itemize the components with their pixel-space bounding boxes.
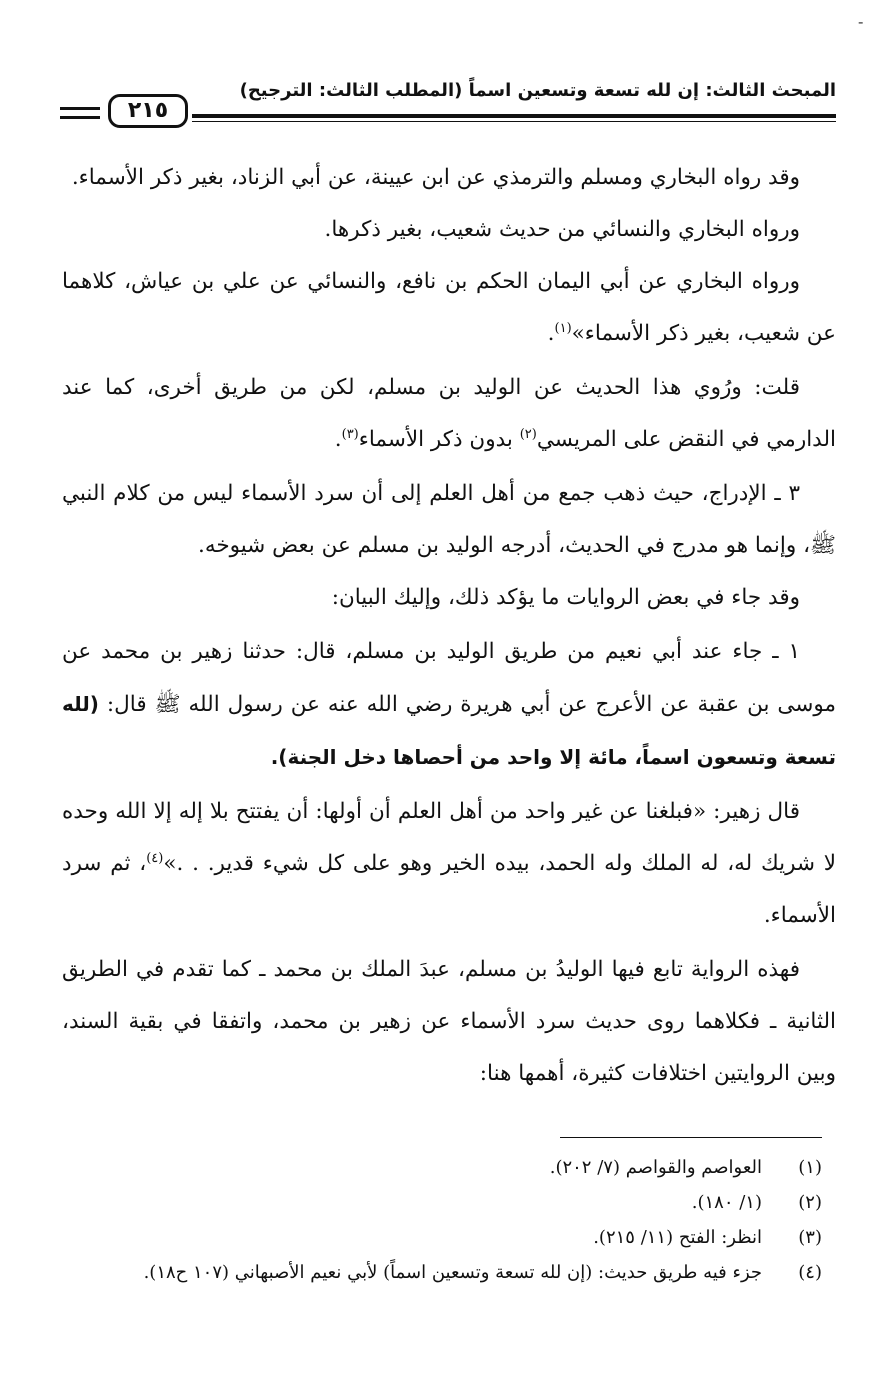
paragraph-5: ٣ ـ الإدراج، حيث ذهب جمع من أهل العلم إلى أن سرد الأسماء ليس من كلام النبي ﷺ، وإنما هو مدرج في الحديث، أدرجه الوليد بن مسلم عن بعض شيوخه. xyxy=(62,481,836,558)
footnote-ref-2[interactable]: (٢) xyxy=(519,426,537,442)
footnote-2 xyxy=(50,1185,822,1220)
body-text xyxy=(62,152,836,1100)
footnote-separator xyxy=(560,1137,822,1138)
footnote-text: العواصم والقواصم (٧/ ٢٠٢). xyxy=(549,1157,762,1178)
footnote-number: (١) xyxy=(798,1157,822,1178)
paragraph-2: ورواه البخاري والنسائي من حديث شعيب، بغير ذكرها. xyxy=(324,217,800,242)
page-number-badge xyxy=(108,94,188,128)
paragraph-8 xyxy=(62,786,836,942)
footnote-number: (٤) xyxy=(798,1262,822,1283)
footnote-ref-4[interactable]: (٤) xyxy=(146,850,164,866)
paragraph-8-text: قال زهير: «فبلغنا عن غير واحد من أهل العلم أن أولها: أن يفتتح بلا إله إلا الله وحده لا شريك له، له الملك وله الحمد، بيده الخير وهو على كل شيء قدير. . .» xyxy=(62,799,836,876)
footnote-number: (٢) xyxy=(798,1192,822,1213)
running-head: المبحث الثالث: إن لله تسعة وتسعين اسماً (المطلب الثالث: الترجيح) xyxy=(239,80,836,101)
footnote-number: (٣) xyxy=(798,1227,822,1248)
paragraph-9: فهذه الرواية تابع فيها الوليدُ بن مسلم، عبدَ الملك بن محمد ـ كما تقدم في الطريق الثانية ـ فكلاهما روى حديث سرد الأسماء عن زهير بن محمد، واتفقا في بقية السند، وبين الروايتين اختلافات كثيرة، أهمها هنا: xyxy=(62,957,836,1086)
header-dash xyxy=(60,107,100,110)
footnote-4 xyxy=(50,1255,822,1290)
margin-mark: - xyxy=(858,12,864,31)
paragraph-4: قلت: ورُوي هذا الحديث عن الوليد بن مسلم، لكن من طريق أخرى، كما عند الدارمي في النقض على المريسي$^{(٢)}$ بدون ذكر الأسماء$^{(٣)}$. xyxy=(62,375,836,452)
footnote-text: جزء فيه طريق حديث: (إن لله تسعة وتسعين اسماً) لأبي نعيم الأصبهاني (١٠٧ ح١٨). xyxy=(143,1262,762,1283)
paragraph-3: ورواه البخاري عن أبي اليمان الحكم بن نافع، والنسائي عن علي بن عياش، كلاهما عن شعيب، بغير ذكر الأسماء»$^{(١)}$. xyxy=(62,269,836,346)
paragraph-7-text: ١ ـ جاء عند أبي نعيم من طريق الوليد بن مسلم، قال: حدثنا زهير بن محمد عن موسى بن عقبة عن الأعرج عن أبي هريرة رضي الله عنه عن رسول الله ﷺ قال: xyxy=(62,639,836,717)
footnote-1 xyxy=(50,1150,822,1185)
hadith-quote: (لله تسعة وتسعون اسماً، مائة إلا واحد من أحصاها دخل الجنة). xyxy=(62,692,836,769)
footnote-ref-1[interactable]: (١) xyxy=(554,320,572,336)
paragraph-1: وقد رواه البخاري ومسلم والترمذي عن ابن عيينة، عن أبي الزناد، بغير ذكر الأسماء. xyxy=(71,165,800,190)
page-header xyxy=(44,74,836,132)
paragraph-4-text: قلت: ورُوي هذا الحديث عن الوليد بن مسلم، لكن من طريق أخرى، كما عند الدارمي في النقض على المريسي xyxy=(62,375,836,452)
paragraph-7 xyxy=(62,626,836,784)
footnote-3 xyxy=(50,1220,822,1255)
paragraph-8-tail: ، ثم سرد الأسماء. xyxy=(62,851,836,928)
footnotes xyxy=(50,1150,822,1290)
paragraph-4-tail: بدون ذكر الأسماء xyxy=(358,427,513,452)
header-rule-thin xyxy=(192,121,836,122)
header-rule-thick xyxy=(192,114,836,118)
header-dash xyxy=(60,116,100,119)
footnote-text: (١/ ١٨٠). xyxy=(691,1192,762,1213)
paragraph-6: وقد جاء في بعض الروايات ما يؤكد ذلك، وإليك البيان: xyxy=(331,585,800,610)
page-number: ٢١٥ xyxy=(127,98,169,123)
paragraph-3-text: ورواه البخاري عن أبي اليمان الحكم بن نافع، والنسائي عن علي بن عياش، كلاهما عن شعيب، بغير ذكر الأسماء» xyxy=(62,269,836,346)
footnote-text: انظر: الفتح (١١/ ٢١٥). xyxy=(593,1227,762,1248)
footnote-ref-3[interactable]: (٣) xyxy=(341,426,359,442)
